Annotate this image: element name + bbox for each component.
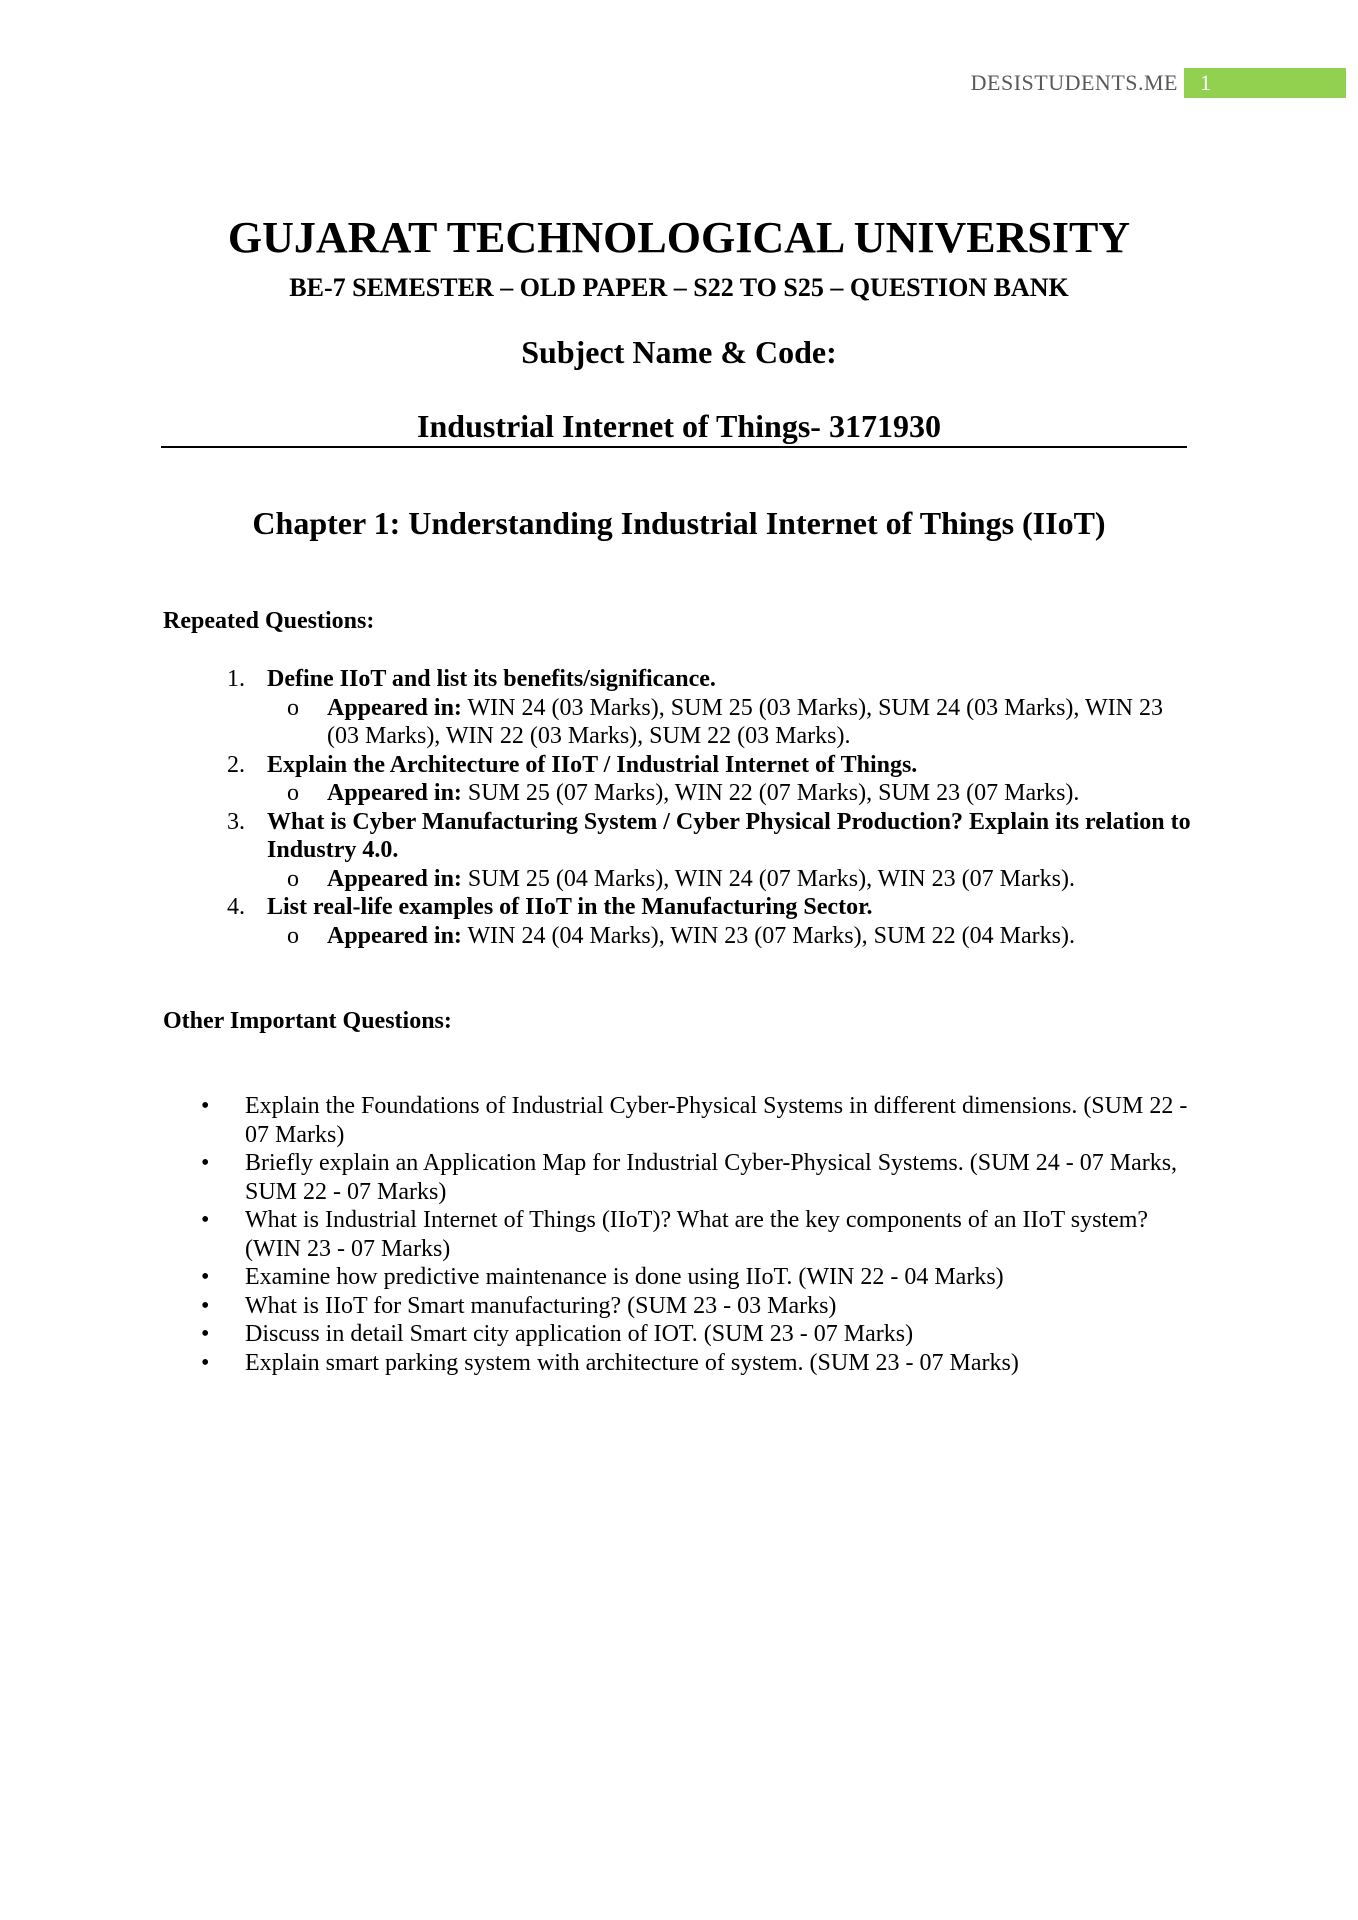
appeared-value: SUM 25 (04 Marks), WIN 24 (07 Marks), WIN 23 (07 Marks). xyxy=(461,865,1075,892)
list-item: • Briefly explain an Application Map for Industrial Cyber-Physical Systems. (SUM 24 - 07 Marks, SUM 22 - 07 Marks) xyxy=(163,1149,1203,1206)
list-item: • Explain the Foundations of Industrial Cyber-Physical Systems in different dimensions. (SUM 22 - 07 Marks) xyxy=(163,1092,1203,1149)
circle-bullet-icon: o xyxy=(287,694,299,721)
appeared-label: Appeared in: xyxy=(327,780,462,806)
question-number: 1. xyxy=(227,666,245,692)
page-number: 1 xyxy=(1200,70,1211,95)
repeated-questions-list xyxy=(163,665,1193,950)
question-text: List real-life examples of IIoT in the Manufacturing Sector. xyxy=(267,894,873,920)
circle-bullet-icon: o xyxy=(287,865,299,892)
appeared-label: Appeared in: xyxy=(327,922,462,949)
bullet-icon: • xyxy=(201,1207,210,1233)
list-item xyxy=(163,665,1193,694)
list-item: • What is IIoT for Smart manufacturing? (SUM 23 - 03 Marks) xyxy=(163,1292,1203,1321)
semester-line: BE-7 SEMESTER – OLD PAPER – S22 TO S25 – QUESTION BANK xyxy=(289,273,1069,302)
other-heading: Other Important Questions: xyxy=(163,1008,452,1034)
question-text: Define IIoT and list its benefits/significance. xyxy=(267,666,716,692)
list-item xyxy=(163,808,1193,865)
page-header xyxy=(0,68,1358,98)
site-name: DESISTUDENTS.ME xyxy=(970,70,1178,95)
appeared-row xyxy=(163,922,1193,951)
university-title: GUJARAT TECHNOLOGICAL UNIVERSITY xyxy=(227,213,1131,262)
bullet-icon: • xyxy=(201,1349,210,1376)
other-questions-list xyxy=(163,1092,1203,1377)
subject-label: Subject Name & Code: xyxy=(521,334,837,370)
page-number-box xyxy=(1184,68,1346,98)
list-item: • What is Industrial Internet of Things (IIoT)? What are the key components of an IIoT system? (WIN 23 - 07 Marks) xyxy=(163,1206,1203,1263)
appeared-label: Appeared in: xyxy=(327,694,462,721)
list-item: • Discuss in detail Smart city application of IOT. (SUM 23 - 07 Marks) xyxy=(163,1320,1203,1349)
appeared-row xyxy=(163,865,1193,894)
repeated-heading: Repeated Questions: xyxy=(163,608,375,634)
chapter-title: Chapter 1: Understanding Industrial Internet of Things (IIoT) xyxy=(252,505,1106,541)
bullet-icon: • xyxy=(201,1321,210,1347)
bullet-icon: • xyxy=(201,1264,210,1290)
bullet-icon: • xyxy=(201,1292,210,1319)
question-number: 4. xyxy=(227,894,245,920)
list-item xyxy=(163,893,1193,922)
list-item: • Examine how predictive maintenance is done using IIoT. (WIN 22 - 04 Marks) xyxy=(163,1263,1203,1292)
question-number: 2. xyxy=(227,751,245,778)
bullet-icon: • xyxy=(201,1093,210,1119)
appeared-value: WIN 24 (04 Marks), WIN 23 (07 Marks), SUM 22 (04 Marks). xyxy=(461,922,1075,949)
bullet-icon: • xyxy=(201,1150,210,1176)
circle-bullet-icon: o xyxy=(287,922,299,949)
divider xyxy=(161,446,1187,448)
appeared-row xyxy=(163,694,1193,751)
appeared-label: Appeared in: xyxy=(327,865,462,892)
subject-name: Industrial Internet of Things- 3171930 xyxy=(417,408,941,444)
circle-bullet-icon: o xyxy=(287,780,299,806)
list-item xyxy=(163,751,1193,780)
question-text: What is Cyber Manufacturing System / Cyber Physical Production? Explain its relation to Industry 4.0. xyxy=(267,808,1191,863)
question-number: 3. xyxy=(227,808,245,835)
list-item: • Explain smart parking system with architecture of system. (SUM 23 - 07 Marks) xyxy=(163,1349,1203,1378)
appeared-value: WIN 24 (03 Marks), SUM 25 (03 Marks), SUM 24 (03 Marks), WIN 23 (03 Marks), WIN 22 (03 Marks), SUM 22 (03 Marks). xyxy=(327,694,1163,749)
appeared-row xyxy=(163,779,1193,808)
appeared-value: SUM 25 (07 Marks), WIN 22 (07 Marks), SUM 23 (07 Marks). xyxy=(461,780,1080,806)
question-text: Explain the Architecture of IIoT / Industrial Internet of Things. xyxy=(267,751,918,778)
